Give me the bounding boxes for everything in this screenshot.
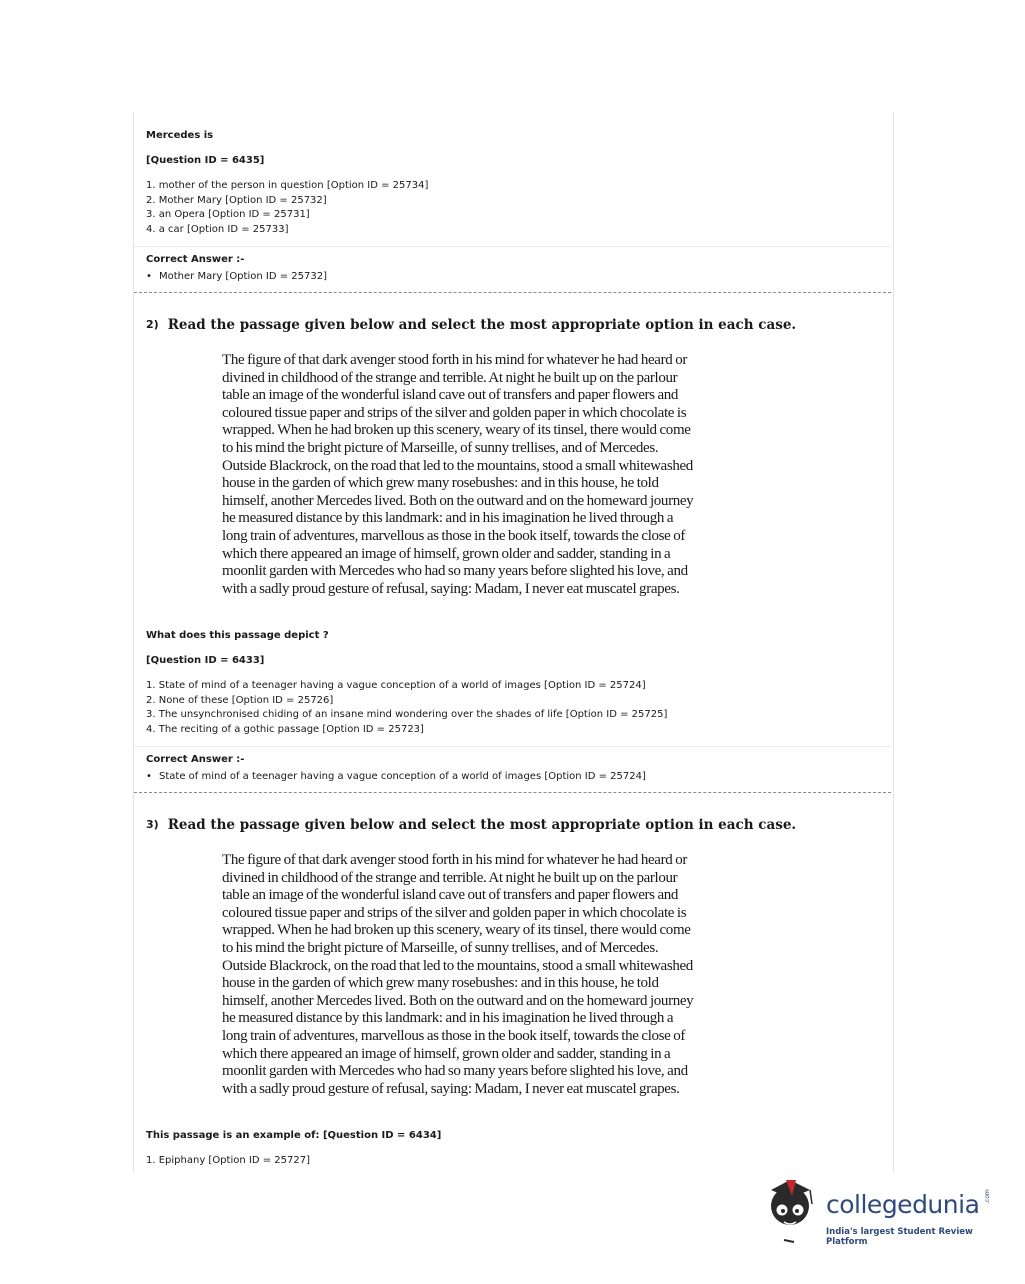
passage-line: to his mind the bright picture of Marseille, of sunny trellises, and of Mercedes. — [222, 439, 659, 456]
passage-line: with a sadly proud gesture of refusal, saying: Madam, I never eat muscatel grapes. — [222, 580, 680, 597]
q2-stem: What does this passage depict ? — [146, 630, 329, 641]
logo-domain-suffix: .com — [984, 1189, 991, 1204]
q1-stem: Mercedes is — [146, 130, 214, 141]
passage-line: divined in childhood of the strange and terrible. At night he built up on the parlour — [222, 369, 678, 386]
option-item: 1. State of mind of a teenager having a vague conception of a world of images [Option ID = 25724] — [146, 680, 646, 691]
option-item: 4. a car [Option ID = 25733] — [146, 223, 289, 235]
divider — [134, 746, 891, 747]
q3-options — [146, 1154, 876, 1169]
option-item: 2. None of these [Option ID = 25726] — [146, 694, 334, 706]
passage-line: table an image of the wonderful island cave out of transfers and paper flowers and — [222, 387, 679, 404]
passage-line: coloured tissue paper and strips of the silver and golden paper in which chocolate is — [222, 904, 687, 921]
option-item: 1. mother of the person in question [Option ID = 25734] — [146, 180, 429, 191]
passage-line: table an image of the wonderful island cave out of transfers and paper flowers and — [222, 887, 679, 904]
passage-line: house in the garden of which grew many rosebushes: and in this house, he told — [222, 475, 659, 492]
passage-line: himself, another Mercedes lived. Both on the outward and on the homeward journey — [222, 492, 694, 509]
q1-correct-answer — [146, 270, 876, 285]
passage-line: wrapped. When he had broken up this scenery, weary of its tinsel, there would come — [222, 422, 691, 439]
passage-line: moonlit garden with Mercedes who had so many years before slighted his love, and — [222, 563, 688, 580]
option-item: 2. Mother Mary [Option ID = 25732] — [146, 194, 327, 206]
passage-line: moonlit garden with Mercedes who had so many years before slighted his love, and — [222, 1063, 688, 1080]
option-item: 3. The unsynchronised chiding of an insane mind wondering over the shades of life [Option ID = 25725] — [146, 709, 668, 720]
q1-question-id: [Question ID = 6435] — [146, 155, 265, 166]
mascot-icon — [766, 1176, 822, 1248]
q2-correct-answer — [146, 770, 876, 785]
q2-instruction: Read the passage given below and select the most appropriate option in each case. — [167, 317, 797, 333]
q2-heading — [146, 317, 866, 333]
passage-line: divined in childhood of the strange and terrible. At night he built up on the parlour — [222, 869, 678, 886]
passage-line: The figure of that dark avenger stood forth in his mind for whatever he had heard or — [222, 852, 687, 868]
passage-line: to his mind the bright picture of Marseille, of sunny trellises, and of Mercedes. — [222, 939, 659, 956]
passage-line: coloured tissue paper and strips of the silver and golden paper in which chocolate is — [222, 404, 687, 421]
passage-line: he measured distance by this landmark: and in his imagination he lived through a — [222, 510, 674, 527]
passage-line: Outside Blackrock, on the road that led to the mountains, stood a small whitewashed — [222, 957, 693, 974]
q3-instruction: Read the passage given below and select the most appropriate option in each case. — [167, 817, 797, 833]
correct-answer-item: • Mother Mary [Option ID = 25732] — [146, 270, 876, 285]
passage-line: long train of adventures, marvellous as those in the book itself, towards the close of — [222, 1027, 686, 1044]
q1-options — [146, 179, 876, 237]
q3-stem: This passage is an example of: [Question ID = 6434] — [146, 1130, 442, 1141]
option-item: 4. The reciting of a gothic passage [Option ID = 25723] — [146, 723, 424, 735]
passage-line: The figure of that dark avenger stood forth in his mind for whatever he had heard or — [222, 352, 687, 368]
question-separator — [134, 792, 891, 793]
passage-line: which there appeared an image of himself, grown older and sadder, standing in a — [222, 545, 671, 562]
passage-line: which there appeared an image of himself, grown older and sadder, standing in a — [222, 1045, 671, 1062]
passage-line: Outside Blackrock, on the road that led to the mountains, stood a small whitewashed — [222, 457, 693, 474]
q3-number: 3) — [146, 818, 159, 831]
passage-line: long train of adventures, marvellous as those in the book itself, towards the close of — [222, 527, 686, 544]
option-item: 1. Epiphany [Option ID = 25727] — [146, 1155, 310, 1166]
collegedunia-logo — [766, 1176, 996, 1248]
logo-wordmark: collegedunia — [826, 1190, 980, 1219]
divider — [134, 246, 891, 247]
q2-question-id: [Question ID = 6433] — [146, 655, 265, 666]
q1-correct-label: Correct Answer :- — [146, 254, 245, 265]
q2-passage — [222, 352, 748, 598]
question-separator — [134, 292, 891, 293]
passage-line: house in the garden of which grew many rosebushes: and in this house, he told — [222, 975, 659, 992]
correct-answer-item: • State of mind of a teenager having a vague conception of a world of images [Option ID = 25724] — [146, 770, 876, 785]
option-item: 3. an Opera [Option ID = 25731] — [146, 209, 310, 220]
q3-passage — [222, 852, 748, 1098]
passage-line: he measured distance by this landmark: and in his imagination he lived through a — [222, 1010, 674, 1027]
passage-line: with a sadly proud gesture of refusal, saying: Madam, I never eat muscatel grapes. — [222, 1080, 680, 1097]
q2-options — [146, 679, 876, 737]
passage-line: himself, another Mercedes lived. Both on the outward and on the homeward journey — [222, 992, 694, 1009]
q2-number: 2) — [146, 318, 159, 331]
q2-correct-label: Correct Answer :- — [146, 754, 245, 765]
logo-tagline: India's largest Student Review Platform — [826, 1227, 973, 1247]
q3-heading — [146, 817, 866, 833]
passage-line: wrapped. When he had broken up this scenery, weary of its tinsel, there would come — [222, 922, 691, 939]
